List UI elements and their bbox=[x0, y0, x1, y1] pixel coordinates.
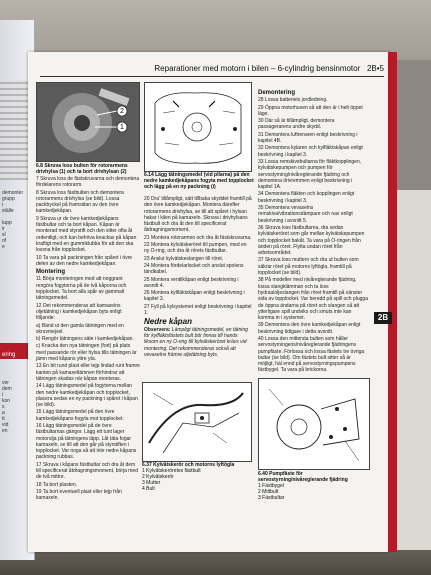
column-3 bbox=[258, 88, 368, 375]
figure-6-14-caption: 6.14 Lägg tätningsmedel (vid pilarna) på den nedre kamkedjekåpans fogyta med topplocket och lägg på en ny packning (i) bbox=[144, 172, 254, 190]
figure-6-40-drawing bbox=[258, 378, 370, 470]
paragraph: 19 Ta bort eventuell plast eller tejp från kamaxeln. bbox=[36, 488, 122, 502]
paragraph: 9 Skruva ur de övre kamkedjekåpans fästbultar och ta bort kåpan. Kåpan är monterad med styrstift och den sitter ofta åt ordentligt, och kan behöva knackas på kåpan kraftigt med en gummiklubba för att den ska lossna från topplocket. bbox=[36, 215, 137, 254]
paragraph: 39 Demontera den övre kamkedjekåpan enligt beskrivning tidigare i detta avsnitt. bbox=[258, 322, 361, 335]
left-page-text-mid: ver dem i kon s a tt vid en bbox=[2, 380, 12, 434]
photo-rotor-sleeve bbox=[37, 83, 139, 161]
paragraph: 20 Dra' tillåmpligt, sätt tillbaka skyddet framtill på den övre kamkedjekåpan. Montera därefter rotorarmens drivhylsa, se till att spåret i hylsan hakar i kilen på kamaxeln. Skruva i drivhylsans fästbult och dra åt den till specificerat åtdragningsmoment. bbox=[144, 196, 252, 234]
demontering-heading: Demontering bbox=[258, 90, 296, 96]
legend-item: 2 Mittbult bbox=[258, 489, 279, 495]
paragraph: 12 Det rekommenderas att kamaxelns oljetätning i kamkedjekåpan byts enligt följande: bbox=[36, 302, 122, 322]
paragraph: 33 Lossa remskivebultarna för fläktkopplingen, kylvätskepumpen och pumpen för servostyrning/nivåreglerande fjädring och demontera drivremmen enligt beskrivning i kapitel 1A. bbox=[258, 158, 362, 191]
paragraph: 16 Lägg tätningsmedel på de övre fästbultarnas gängor. Lägg ett tunt lager motorolja på tätningens läpp. Låt täta fogar kamaxeln, se till att den går på styrstiften i topplocket. Var noga så att inte nedre kåpans packning rubbas. bbox=[36, 422, 137, 461]
figure-6-40-legend bbox=[258, 483, 370, 501]
drawing-timing-cover bbox=[145, 83, 251, 171]
paragraph: 38 På modeller med nivåreglerande fjädring, lossa slangklämman och ta loss hydrauloljeslangen från röret framtill på vänster sida av topplocket. Var beredd på spill och plugga de öppna ändarna på röret och slangen så att ytterligare spill undviks och smuts inte kan komma in i systemet. bbox=[258, 277, 368, 322]
paragraph: b) Rengör tätningens säte i kamkedjekåpan. bbox=[36, 336, 134, 343]
col1-paragraphs bbox=[36, 176, 140, 267]
paragraph: 31 Demontera luftrenaren enligt beskrivning i kapitel 4B. bbox=[258, 131, 358, 145]
figure-6-40-caption: 6.40 Pumpfäste för servostyrning/nivåreglerande fjädring 1 Fästbygel 2 Mittbult 3 Fästbultar bbox=[258, 471, 370, 501]
figure-6-14-drawing bbox=[144, 82, 252, 172]
page-header bbox=[40, 64, 384, 77]
paragraph: 22 Montera kylvätskeröret till pumpen, med en ny O-ring, och dra åt rörets fästbultar. bbox=[144, 242, 247, 255]
paragraph: 26 Montera kylfläktskåpan enligt beskrivning i kapitel 3. bbox=[144, 290, 245, 303]
paragraph: 35 Demontera vevaxelns remskiva/vibrationsdämpare och nav enligt beskrivning i avsnitt 5. bbox=[258, 205, 353, 224]
paragraph: 36 Skruva loss fästbultarna, dra sedan kylvätskeröret som går mellan kylvätskepumpen och topplocket bakåt. Ta vara på O-ringen från änden på röret. Flytta undan röret från arbetsområdet. bbox=[258, 224, 365, 257]
nedre-kapan-heading: Nedre kåpan bbox=[144, 317, 193, 327]
red-page-edge bbox=[388, 52, 397, 552]
paragraph: 40 Lossa den mittersta bulten som håller servostyrningens/nivåreglerande fjädringens pumpfäste. Förlossa och lossa fästets tre övriga bultar (se bild). Om fästets bult sitter så är möjligt, häl ennd på servostyrningspumpens fästbygel. Ta vara på brickorna. bbox=[258, 335, 365, 374]
figure-6-8-caption: 6.8 Skruva loss bulten för rotorarmens drivhylsa (1) och ta bort drivhylsan (2) bbox=[36, 163, 128, 175]
paragraph: 23 Anslut kylvätskeslangen till röret. bbox=[144, 255, 224, 262]
paragraph: a) Bänd ut den gamla tätningen med en skruvmejsel. bbox=[36, 322, 124, 335]
legend-item: 3 Mutter bbox=[142, 480, 161, 486]
paragraph: 8 Skruva loss fästbulten och demontera rotorarmens drivhylsa (se bild). Lossa packbyckel på framsidan av den övre kamkedjekåpan. bbox=[36, 189, 124, 215]
drawing-pump-bracket bbox=[259, 379, 369, 469]
observera-note: Observera: Lämpligt tätningsmedel, en tätning för kylfläktsfästets bult bör finnas till hands liksom en ny O-ring till kylvätskeröret krävs vid montering. Det rekommenderas också att vevaxelns främre oljetätning byts. bbox=[144, 326, 248, 358]
left-chapter-tab bbox=[0, 343, 30, 359]
paragraph: 37 Skruva loss muttern och dra ut bulten som säkrar röret på motorns lyftögla, framtill på topplocket (se bild). bbox=[258, 257, 359, 277]
drawing-coolant-pipe bbox=[143, 383, 251, 461]
left-page-figure bbox=[0, 80, 30, 180]
callout-2: 2 bbox=[120, 108, 124, 115]
paragraph: 10 Ta vara på packningen från spåret i övre delen av den nedre kamkedjekåpan. bbox=[36, 254, 133, 267]
header-title: Reparationer med motorn i bilen – 6-cylindrig bensinmotor 2B•5 bbox=[154, 64, 384, 73]
paragraph: 14 Lägg tätningsmedel på fogytorna mellan den nedre kamkedjekåpan och topplocket, placera sedan en ny packning i spåret i kåpan (se bild). bbox=[36, 383, 138, 409]
column-1 bbox=[36, 176, 140, 503]
col1-montering-paragraphs bbox=[36, 276, 140, 501]
paragraph: c) Knacka den nya tätningen (fort) på plats med passande rör eller hylsa tills tätningen är jämn med kåpans yttre yta. bbox=[36, 343, 137, 363]
paragraph: 27 Fyll på kylsystemet enligt beskrivning i kapitel 1. bbox=[144, 303, 252, 317]
paragraph: 11 Börja monteringen med att noggrant rengöra fogytorna på de två kåporna och topplocket. Ta bort alla spår av gammalt tätningsmedel. bbox=[36, 276, 127, 302]
legend-item: 1 Kylvätskeröretes fästbult bbox=[142, 468, 201, 474]
legend-item: 3 Fästbultar bbox=[258, 495, 285, 501]
figure-6-37-drawing bbox=[142, 382, 252, 462]
paragraph: 24 Montera fördelarlocket och anslut spolens tändkabel. bbox=[144, 262, 244, 276]
paragraph: 13 En bit rund plast eller tejp lindad runt framre kanten på kamaxeltämnen förhindrar att tätningen skadas när kåpan monteras. bbox=[36, 363, 140, 382]
col2-paragraphs bbox=[144, 196, 252, 316]
figure-6-37-legend bbox=[142, 468, 252, 492]
legend-item: 1 Fästbygel bbox=[258, 483, 284, 489]
chapter-tab-2b: 2B bbox=[374, 312, 392, 324]
left-tab-text: ering bbox=[2, 352, 16, 358]
left-page-text-top: demonter grupp i ställe tupp ir sl of e bbox=[2, 190, 24, 250]
figure-6-37-caption: 6.37 Kylvätskerör och motorns lyftögla 1 Kylvätskeröretes fästbult 2 Kylvätskerör 3 Mutter 4 Bult bbox=[142, 462, 252, 492]
legend-item: 4 Bult bbox=[142, 486, 155, 492]
paragraph: 7 Skruva loss de fästskruvarna och demontera fördelarens rotorarm. bbox=[36, 176, 140, 189]
background-wall bbox=[0, 0, 431, 60]
paragraph: 15 Lägg tätningsmedel på den övre kamkedjekåpans fogyta mot topplocket. bbox=[36, 409, 124, 422]
paragraph: 21 Montera rotorarmen och dra åt fästskruvarna. bbox=[144, 234, 252, 241]
legend-item: 2 Kylvätskerör bbox=[142, 474, 174, 480]
paragraph: 25 Montera ventilkåpan enligt beskrivning i avsnitt 4. bbox=[144, 276, 239, 289]
col3-paragraphs bbox=[258, 97, 368, 373]
callout-1: 1 bbox=[120, 124, 124, 131]
montering-heading: Montering bbox=[36, 269, 65, 276]
paragraph: 18 Ta bort plasten. bbox=[36, 481, 78, 488]
under-page bbox=[397, 190, 431, 550]
paragraph: 28 Lossa batteriets jordledning. bbox=[258, 97, 328, 104]
paragraph: 17 Skruva i kåpans fästbultar och dra åt dem till specificerat åtdragningsmoment, börja med de två mittre. bbox=[36, 461, 138, 481]
paragraph: 29 Öppna motorhuven så att den är i helt öppet läge. bbox=[258, 104, 363, 117]
page-number: 2B•5 bbox=[366, 64, 384, 73]
paragraph: 34 Demontera fläkten och kopplingen enligt beskrivning i kapitel 3. bbox=[258, 191, 355, 204]
paragraph: 32 Demontera kylaren och kylfläktskåpan enligt beskrivning i kapitel 3. bbox=[258, 145, 363, 158]
paragraph: 30 Där så är tillämpligt, demontera passagerarens undre skydd. bbox=[258, 118, 335, 131]
figure-6-8-photo bbox=[36, 82, 140, 162]
column-2 bbox=[144, 196, 252, 359]
